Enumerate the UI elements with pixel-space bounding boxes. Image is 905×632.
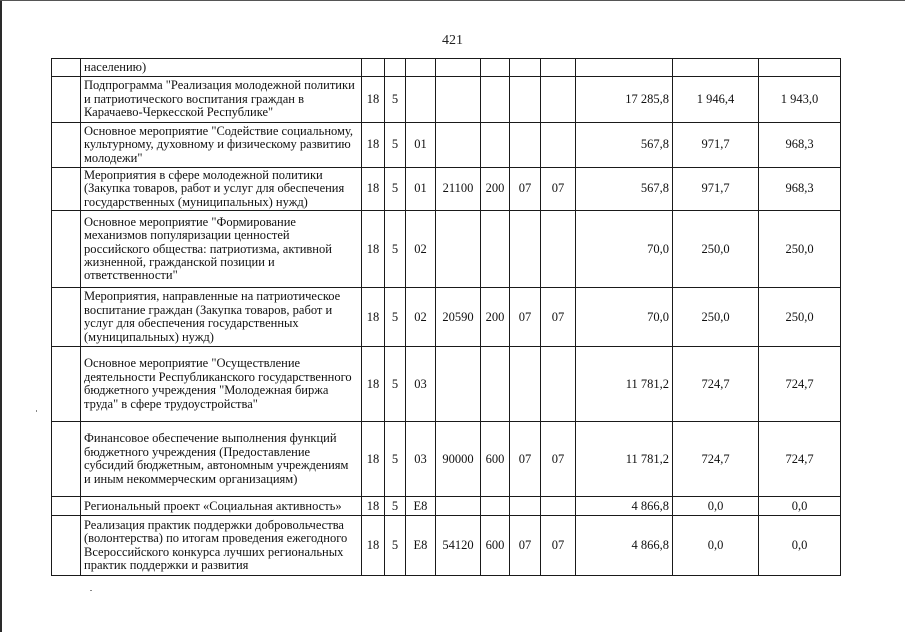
code-cell: 07 bbox=[541, 288, 576, 347]
row-number-cell bbox=[52, 516, 81, 576]
code-cell: 20590 bbox=[436, 288, 481, 347]
code-cell: 18 bbox=[362, 168, 385, 211]
row-number-cell bbox=[52, 123, 81, 168]
table-row bbox=[52, 288, 841, 347]
amount-cell: 724,7 bbox=[673, 347, 759, 422]
code-cell bbox=[436, 211, 481, 288]
code-cell: 600 bbox=[481, 422, 510, 497]
item-name-cell: Региональный проект «Социальная активность» bbox=[81, 497, 362, 516]
code-cell: 01 bbox=[406, 168, 436, 211]
code-cell bbox=[510, 497, 541, 516]
code-cell bbox=[541, 59, 576, 77]
code-cell: 18 bbox=[362, 211, 385, 288]
budget-table bbox=[51, 58, 841, 576]
scan-edge-top bbox=[0, 0, 905, 1]
row-number-cell bbox=[52, 497, 81, 516]
code-cell bbox=[481, 77, 510, 123]
table-row bbox=[52, 347, 841, 422]
code-cell: 21100 bbox=[436, 168, 481, 211]
code-cell: 18 bbox=[362, 288, 385, 347]
code-cell: 90000 bbox=[436, 422, 481, 497]
code-cell bbox=[436, 497, 481, 516]
code-cell bbox=[481, 347, 510, 422]
code-cell bbox=[436, 347, 481, 422]
amount-cell: 70,0 bbox=[576, 211, 673, 288]
code-cell: 18 bbox=[362, 497, 385, 516]
code-cell: 200 bbox=[481, 288, 510, 347]
table-row bbox=[52, 516, 841, 576]
row-number-cell bbox=[52, 422, 81, 497]
code-cell bbox=[541, 497, 576, 516]
code-cell: 07 bbox=[541, 516, 576, 576]
amount-cell: 1 946,4 bbox=[673, 77, 759, 123]
table-row bbox=[52, 422, 841, 497]
code-cell bbox=[510, 77, 541, 123]
code-cell: 54120 bbox=[436, 516, 481, 576]
code-cell bbox=[481, 123, 510, 168]
code-cell: 07 bbox=[510, 422, 541, 497]
code-cell: 02 bbox=[406, 211, 436, 288]
code-cell: 5 bbox=[385, 168, 406, 211]
table-row bbox=[52, 168, 841, 211]
amount-cell: 250,0 bbox=[759, 288, 841, 347]
code-cell: 5 bbox=[385, 497, 406, 516]
row-number-cell bbox=[52, 59, 81, 77]
code-cell: 02 bbox=[406, 288, 436, 347]
table-body bbox=[52, 59, 841, 576]
amount-cell: 0,0 bbox=[673, 497, 759, 516]
code-cell: 07 bbox=[510, 288, 541, 347]
code-cell: 03 bbox=[406, 347, 436, 422]
code-cell: 5 bbox=[385, 347, 406, 422]
amount-cell: 4 866,8 bbox=[576, 516, 673, 576]
code-cell bbox=[362, 59, 385, 77]
code-cell: 5 bbox=[385, 211, 406, 288]
code-cell: 01 bbox=[406, 123, 436, 168]
code-cell: 5 bbox=[385, 422, 406, 497]
amount-cell: 11 781,2 bbox=[576, 347, 673, 422]
amount-cell: 0,0 bbox=[759, 497, 841, 516]
amount-cell: 0,0 bbox=[673, 516, 759, 576]
row-number-cell bbox=[52, 347, 81, 422]
amount-cell: 250,0 bbox=[673, 288, 759, 347]
code-cell bbox=[510, 123, 541, 168]
table-row bbox=[52, 77, 841, 123]
item-name-cell: Основное мероприятие "Формирование механизмов популяризации ценностей российского общества: патриотизма, активной жизненной, гражданской позиции и ответственности" bbox=[81, 211, 362, 288]
amount-cell bbox=[576, 59, 673, 77]
item-name-cell: Основное мероприятие "Осуществление деятельности Республиканского государственного бюджетного учреждения "Молодежная биржа труда" в сфере трудоустройства" bbox=[81, 347, 362, 422]
row-number-cell bbox=[52, 77, 81, 123]
code-cell: 03 bbox=[406, 422, 436, 497]
code-cell bbox=[510, 211, 541, 288]
code-cell bbox=[436, 59, 481, 77]
code-cell bbox=[510, 347, 541, 422]
item-name-cell: населению) bbox=[81, 59, 362, 77]
amount-cell: 724,7 bbox=[759, 422, 841, 497]
table-row bbox=[52, 123, 841, 168]
table-row bbox=[52, 497, 841, 516]
code-cell bbox=[385, 59, 406, 77]
code-cell: 07 bbox=[510, 168, 541, 211]
amount-cell: 724,7 bbox=[759, 347, 841, 422]
code-cell: 18 bbox=[362, 123, 385, 168]
code-cell bbox=[406, 59, 436, 77]
code-cell bbox=[541, 123, 576, 168]
code-cell bbox=[406, 77, 436, 123]
amount-cell: 971,7 bbox=[673, 123, 759, 168]
amount-cell: 250,0 bbox=[759, 211, 841, 288]
item-name-cell: Мероприятия в сфере молодежной политики (Закупка товаров, работ и услуг для обеспечения государственных (муниципальных) нужд) bbox=[81, 168, 362, 211]
code-cell: 5 bbox=[385, 77, 406, 123]
amount-cell: 971,7 bbox=[673, 168, 759, 211]
amount-cell: 17 285,8 bbox=[576, 77, 673, 123]
amount-cell: 70,0 bbox=[576, 288, 673, 347]
item-name-cell: Финансовое обеспечение выполнения функций бюджетного учреждения (Предоставление субсидий бюджетным, автономным учреждениям и иным некоммерческим организациям) bbox=[81, 422, 362, 497]
code-cell: 5 bbox=[385, 288, 406, 347]
row-number-cell bbox=[52, 168, 81, 211]
amount-cell bbox=[673, 59, 759, 77]
amount-cell: 968,3 bbox=[759, 123, 841, 168]
table-row bbox=[52, 59, 841, 77]
scan-speck bbox=[36, 410, 37, 412]
code-cell: E8 bbox=[406, 497, 436, 516]
row-number-cell bbox=[52, 288, 81, 347]
code-cell bbox=[481, 59, 510, 77]
code-cell bbox=[541, 347, 576, 422]
page-number: 421 bbox=[442, 33, 463, 48]
code-cell: 18 bbox=[362, 422, 385, 497]
table-row bbox=[52, 211, 841, 288]
code-cell: 18 bbox=[362, 77, 385, 123]
code-cell: 600 bbox=[481, 516, 510, 576]
code-cell bbox=[481, 497, 510, 516]
code-cell bbox=[436, 77, 481, 123]
amount-cell bbox=[759, 59, 841, 77]
amount-cell: 968,3 bbox=[759, 168, 841, 211]
code-cell: 18 bbox=[362, 347, 385, 422]
code-cell: 07 bbox=[510, 516, 541, 576]
item-name-cell: Мероприятия, направленные на патриотическое воспитание граждан (Закупка товаров, работ и услуг для обеспечения государственных (муниципальных) нужд) bbox=[81, 288, 362, 347]
amount-cell: 567,8 bbox=[576, 123, 673, 168]
code-cell: 07 bbox=[541, 422, 576, 497]
code-cell: 5 bbox=[385, 516, 406, 576]
scan-edge-left bbox=[0, 0, 2, 632]
item-name-cell: Подпрограмма "Реализация молодежной политики и патриотического воспитания граждан в Карачаево-Черкесской Республике" bbox=[81, 77, 362, 123]
code-cell: 5 bbox=[385, 123, 406, 168]
amount-cell: 1 943,0 bbox=[759, 77, 841, 123]
code-cell bbox=[481, 211, 510, 288]
scan-speck bbox=[90, 590, 92, 591]
code-cell: E8 bbox=[406, 516, 436, 576]
row-number-cell bbox=[52, 211, 81, 288]
code-cell bbox=[436, 123, 481, 168]
amount-cell: 250,0 bbox=[673, 211, 759, 288]
amount-cell: 4 866,8 bbox=[576, 497, 673, 516]
amount-cell: 11 781,2 bbox=[576, 422, 673, 497]
amount-cell: 724,7 bbox=[673, 422, 759, 497]
code-cell: 18 bbox=[362, 516, 385, 576]
item-name-cell: Реализация практик поддержки добровольчества (волонтерства) по итогам проведения ежегодного Всероссийского конкурса лучших региональных практик поддержки и развития bbox=[81, 516, 362, 576]
code-cell bbox=[541, 211, 576, 288]
amount-cell: 0,0 bbox=[759, 516, 841, 576]
amount-cell: 567,8 bbox=[576, 168, 673, 211]
code-cell: 07 bbox=[541, 168, 576, 211]
item-name-cell: Основное мероприятие "Содействие социальному, культурному, духовному и физическому развитию молодежи" bbox=[81, 123, 362, 168]
code-cell bbox=[510, 59, 541, 77]
code-cell bbox=[541, 77, 576, 123]
code-cell: 200 bbox=[481, 168, 510, 211]
